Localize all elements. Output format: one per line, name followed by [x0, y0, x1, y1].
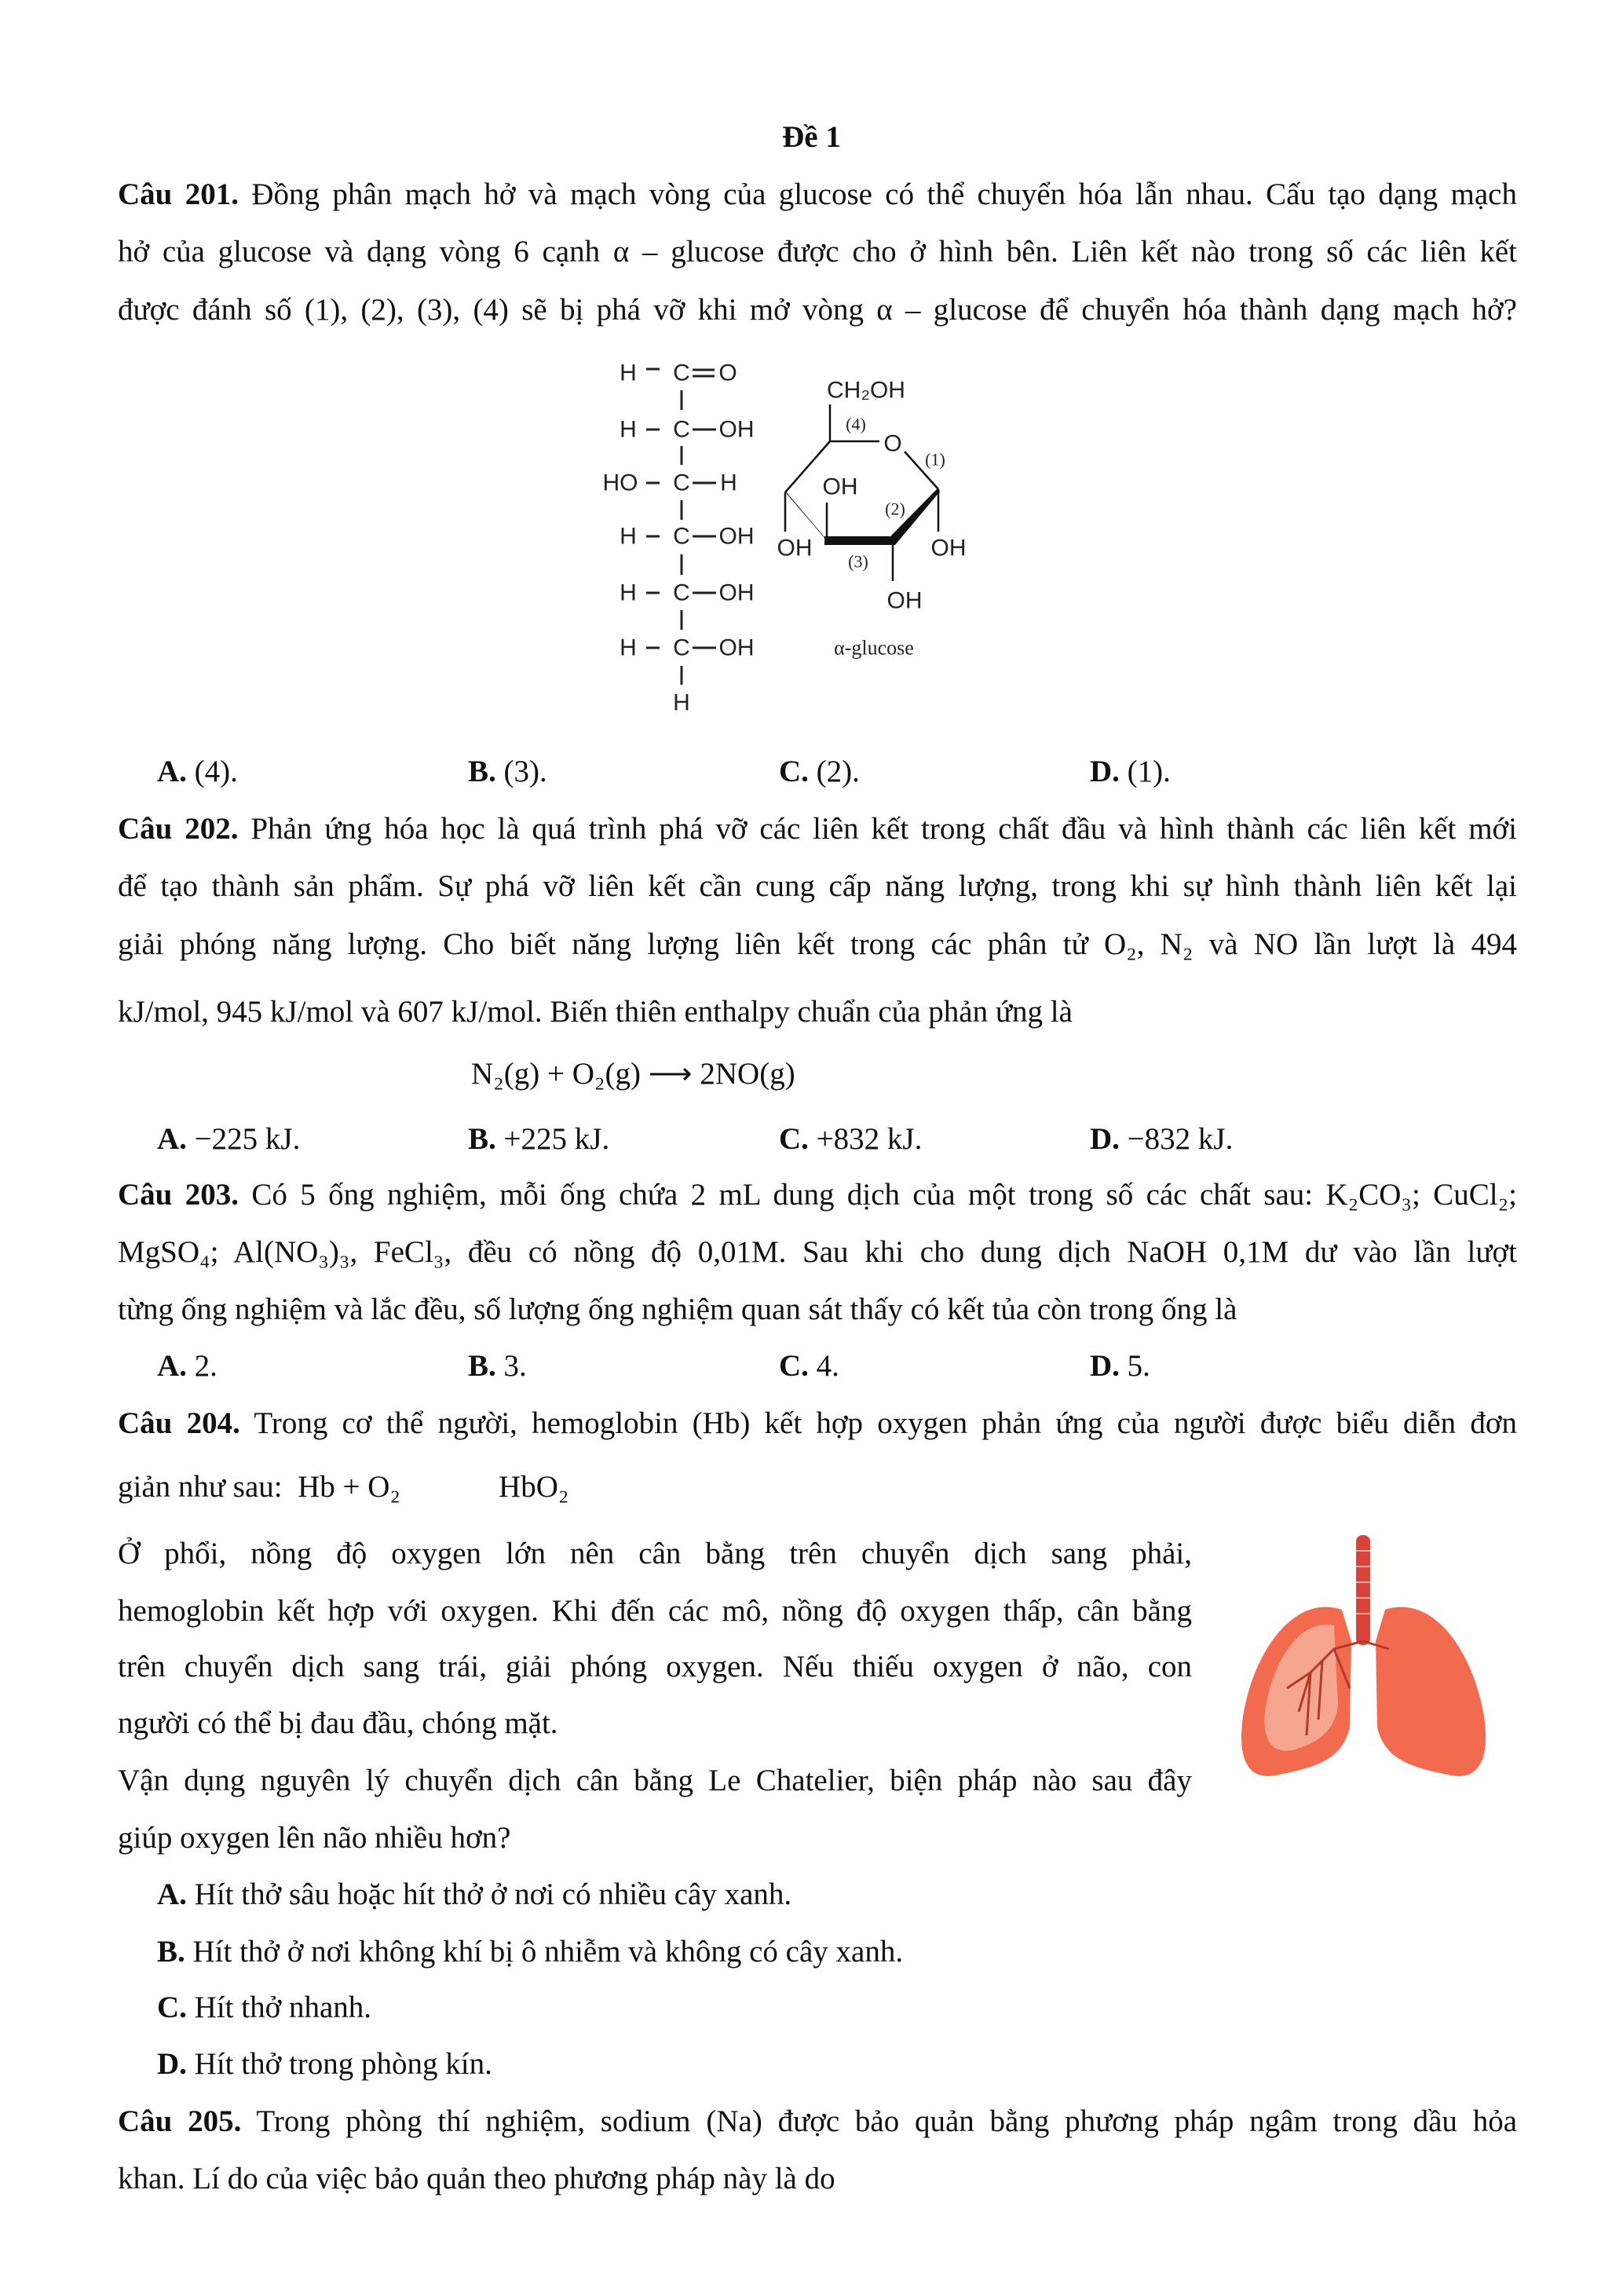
- paragraph-line: Ở phổi, nồng độ oxygen lớn nên cân bằng trên chuyển dịch sang phải,: [118, 1537, 1192, 1570]
- question-label: Câu 203.: [118, 1178, 239, 1212]
- question-label: Câu 205.: [118, 2104, 242, 2138]
- option-key: D.: [1090, 1349, 1120, 1383]
- glucose-structure-figure: [589, 345, 997, 722]
- atom-label: H: [673, 689, 690, 716]
- option-key: A.: [157, 1122, 187, 1156]
- question-label: Câu 204.: [118, 1406, 240, 1440]
- atom-label: OH: [718, 523, 755, 550]
- option-a[interactable]: [157, 1121, 300, 1157]
- option-d[interactable]: [1090, 754, 1171, 790]
- option-c[interactable]: [779, 1348, 839, 1384]
- option-key: B.: [468, 755, 496, 788]
- option-key: B.: [157, 1935, 185, 1969]
- option-b[interactable]: [157, 1934, 903, 1970]
- option-text: Hít thở sâu hoặc hít thở ở nơi có nhiều cây xanh.: [186, 1877, 792, 1911]
- option-key: D.: [1090, 755, 1120, 788]
- bond-label-1: (1): [925, 449, 945, 470]
- question-202-line: để tạo thành sản phẩm. Sự phá vỡ liên kết cần cung cấp năng lượng, trong khi sự hình thành liên kết lại: [118, 869, 1517, 903]
- question-201-line: [118, 177, 1517, 213]
- option-text: 4.: [808, 1349, 839, 1383]
- option-text: 2.: [186, 1349, 217, 1383]
- question-text: Có 5 ống nghiệm, mỗi ống chứa 2 mL dung dịch của một trong số các chất sau: K₂CO₃; CuCl₂;: [251, 1178, 1518, 1212]
- question-202-line: giải phóng năng lượng. Cho biết năng lượng liên kết trong các phân tử O₂, N₂ và NO lần lượt là 494: [118, 927, 1517, 961]
- paragraph-line: người có thể bị đau đầu, chóng mặt.: [118, 1706, 558, 1740]
- option-text: 5.: [1119, 1349, 1150, 1383]
- atom-label: H: [620, 416, 637, 443]
- question-203-line: [118, 1177, 1517, 1213]
- option-key: A.: [157, 1349, 187, 1383]
- atom-label: C: [673, 416, 690, 443]
- paragraph-line: Vận dụng nguyên lý chuyển dịch cân bằng Le Chatelier, biện pháp nào sau đây: [118, 1764, 1192, 1797]
- atom-label: H: [720, 470, 737, 496]
- option-d[interactable]: [1090, 1121, 1233, 1157]
- option-b[interactable]: [468, 1348, 527, 1384]
- bond-label-3: (3): [848, 551, 868, 572]
- option-text: Hít thở nhanh.: [186, 1991, 372, 2024]
- option-text: (2).: [808, 755, 860, 788]
- paragraph-line: trên chuyển dịch sang trái, giải phóng oxygen. Nếu thiếu oxygen ở não, con: [118, 1650, 1192, 1684]
- option-text: −832 kJ.: [1119, 1122, 1234, 1156]
- option-c[interactable]: [779, 754, 860, 790]
- atom-label: C: [673, 634, 690, 661]
- option-text: +832 kJ.: [808, 1122, 923, 1156]
- option-key: A.: [157, 755, 187, 788]
- option-text: +225 kJ.: [495, 1122, 610, 1156]
- ring-oh-label: OH: [930, 535, 967, 561]
- atom-label: H: [620, 360, 637, 386]
- option-d[interactable]: [1090, 1348, 1150, 1384]
- equilibrium-line: [118, 1469, 1517, 1505]
- paragraph-line: hemoglobin kết hợp với oxygen. Khi đến các mô, nồng độ oxygen thấp, cân bằng: [118, 1594, 1192, 1628]
- option-c[interactable]: [157, 1990, 371, 2026]
- option-text: −225 kJ.: [186, 1122, 301, 1156]
- option-d[interactable]: [157, 2046, 492, 2082]
- option-c[interactable]: [779, 1121, 922, 1157]
- atom-label: H: [620, 634, 637, 661]
- ring-oh-label: OH: [886, 587, 923, 614]
- ring-oh-label: OH: [822, 473, 858, 500]
- atom-label: C: [673, 470, 690, 496]
- lungs-illustration: [1232, 1531, 1495, 1794]
- option-key: A.: [157, 1877, 187, 1911]
- question-text: giản như sau:: [118, 1470, 283, 1504]
- atom-label: C: [673, 579, 690, 606]
- ring-oxygen-label: O: [883, 430, 902, 457]
- question-202-line: kJ/mol, 945 kJ/mol và 607 kJ/mol. Biến thiên enthalpy chuẩn của phản ứng là: [118, 995, 1073, 1029]
- atom-label: H: [620, 523, 637, 550]
- option-key: C.: [779, 1349, 809, 1383]
- figure-caption: α-glucose: [834, 636, 914, 660]
- atom-label: O: [718, 360, 737, 386]
- atom-label: HO: [602, 470, 638, 496]
- option-key: C.: [157, 1991, 187, 2024]
- option-text: (1).: [1119, 755, 1171, 788]
- question-text: Trong cơ thể người, hemoglobin (Hb) kết hợp oxygen phản ứng của người được biểu diễn đơn: [254, 1406, 1518, 1440]
- reaction-equation: N₂(g) + O₂(g) ⟶ 2NO(g): [471, 1057, 795, 1091]
- option-key: C.: [779, 755, 809, 788]
- question-205-line: khan. Lí do của việc bảo quản theo phương pháp này là do: [118, 2162, 835, 2195]
- option-b[interactable]: [468, 1121, 609, 1157]
- option-key: C.: [779, 1122, 809, 1156]
- option-text: (3).: [495, 755, 547, 788]
- option-text: (4).: [186, 755, 238, 788]
- exam-title: Đề 1: [782, 120, 841, 154]
- option-a[interactable]: [157, 1877, 791, 1913]
- question-label: Câu 201.: [118, 177, 239, 211]
- atom-label: OH: [718, 634, 755, 661]
- question-text: Đồng phân mạch hở và mạch vòng của glucose có thể chuyển hóa lẫn nhau. Cấu tạo dạng mạch: [251, 177, 1517, 211]
- question-label: Câu 202.: [118, 812, 239, 846]
- question-text: Trong phòng thí nghiệm, sodium (Na) được bảo quản bằng phương pháp ngâm trong dầu hỏa: [256, 2104, 1517, 2138]
- option-a[interactable]: [157, 1348, 217, 1384]
- question-201-line: được đánh số (1), (2), (3), (4) sẽ bị phá vỡ khi mở vòng α – glucose để chuyển hóa thành dạng mạch hở?: [118, 293, 1517, 327]
- option-key: D.: [157, 2047, 187, 2081]
- equation-left: Hb + O₂: [298, 1470, 401, 1504]
- equation-right: HbO₂: [499, 1470, 569, 1504]
- option-a[interactable]: [157, 754, 238, 790]
- question-204-line: [118, 1406, 1517, 1442]
- question-202-line: [118, 811, 1517, 847]
- ring-oh-label: OH: [777, 535, 813, 561]
- bond-label-4: (4): [846, 414, 866, 434]
- question-203-line: từng ống nghiệm và lắc đều, số lượng ống nghiệm quan sát thấy có kết tủa còn trong ống là: [118, 1292, 1237, 1326]
- option-key: D.: [1090, 1122, 1120, 1156]
- option-text: 3.: [495, 1349, 527, 1383]
- option-text: Hít thở ở nơi không khí bị ô nhiễm và không có cây xanh.: [185, 1935, 904, 1969]
- atom-label: C: [673, 360, 690, 386]
- question-203-line: MgSO₄; Al(NO₃)₃, FeCl₃, đều có nồng độ 0,01M. Sau khi cho dung dịch NaOH 0,1M dư vào lần lượt: [118, 1235, 1517, 1269]
- ring-ch2oh-label: CH₂OH: [827, 377, 905, 404]
- question-text: Phản ứng hóa học là quá trình phá vỡ các liên kết trong chất đầu và hình thành các liên kết mới: [250, 812, 1518, 846]
- option-key: B.: [468, 1122, 496, 1156]
- atom-label: OH: [718, 416, 755, 443]
- paragraph-line: giúp oxygen lên não nhiều hơn?: [118, 1821, 511, 1855]
- atom-label: H: [620, 579, 637, 606]
- bond-label-2: (2): [885, 499, 905, 519]
- question-201-line: hở của glucose và dạng vòng 6 cạnh α – glucose được cho ở hình bên. Liên kết nào trong số các liên kết: [118, 235, 1517, 269]
- option-b[interactable]: [468, 754, 547, 790]
- question-205-line: [118, 2104, 1517, 2140]
- atom-label: C: [673, 523, 690, 550]
- option-key: B.: [468, 1349, 496, 1383]
- atom-label: OH: [718, 579, 755, 606]
- option-text: Hít thở trong phòng kín.: [186, 2047, 492, 2081]
